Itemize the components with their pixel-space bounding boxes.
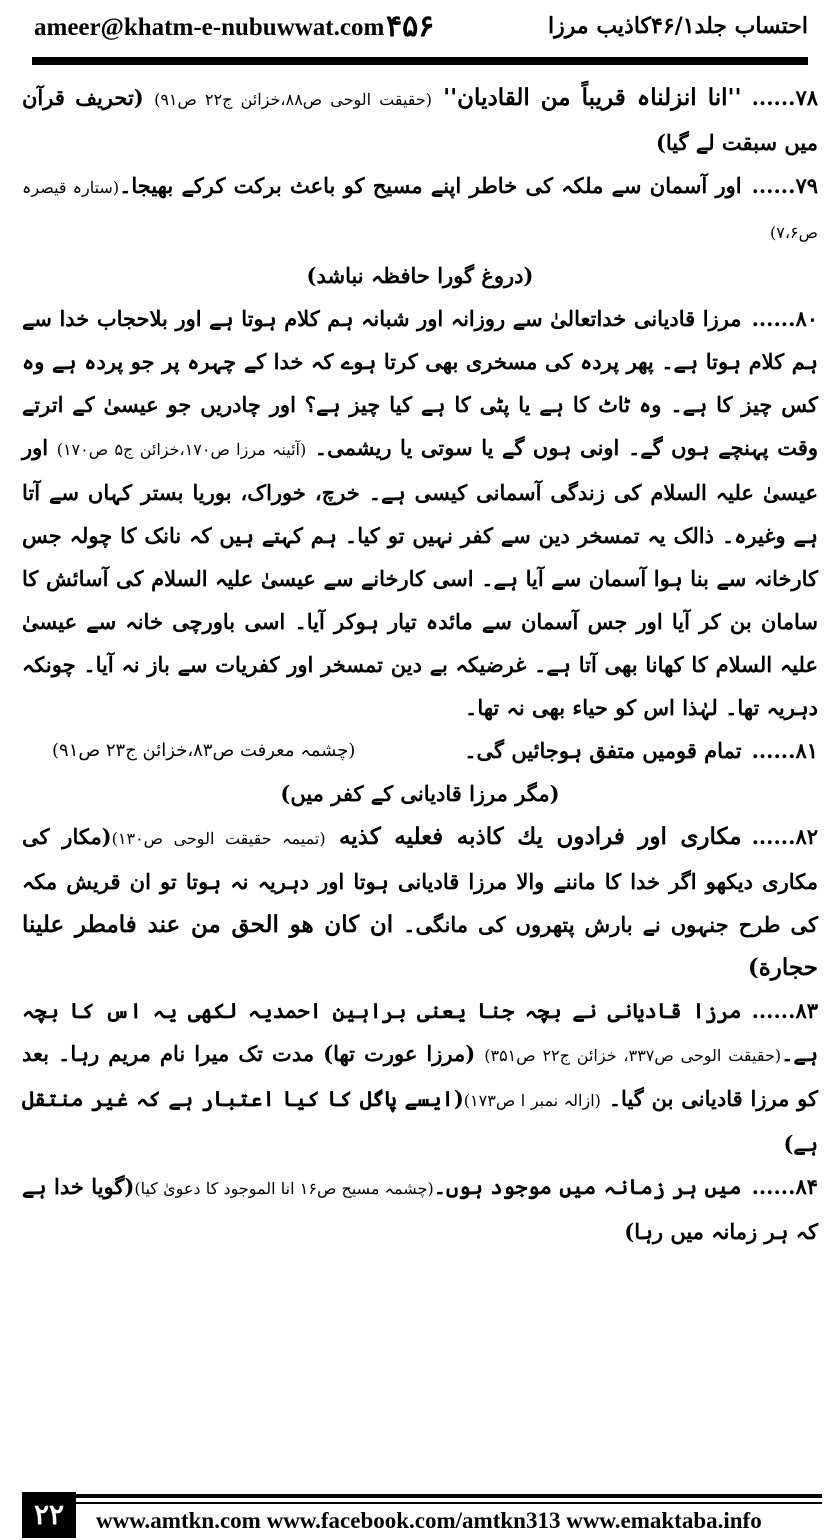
footer-rule-thin — [76, 1502, 822, 1504]
entry-text-continued: (مرزا عورت تھا) مدت تک میرا نام مریم رہا۔ بعد کو مرزا قادیانی بن گیا۔ — [22, 1041, 819, 1111]
header-page-number: ۴۵۶ — [386, 9, 435, 44]
entry-number: ۷۹...... — [751, 173, 818, 198]
entry-78 — [22, 76, 818, 164]
document-body — [22, 76, 818, 1253]
entry-number: ۸۰...... — [751, 306, 818, 331]
reference: (چشمہ معرفت ص۸۳،خزائن ج۲۳ ص۹۱) — [52, 740, 356, 761]
reference-2: (ازالہ نمبر ا ص۱۷۳) — [463, 1091, 601, 1110]
commentary: (دروغ گورا حافظہ نباشد) — [306, 263, 534, 288]
footer-rule — [76, 1494, 822, 1498]
entry-text: مکاری اور فرادوں یك كاذبه فعليه كذيه — [325, 823, 742, 850]
entry-81-note — [22, 772, 818, 815]
header-book-title: احتساب جلد۴۶/۱کاذیب مرزا — [548, 13, 808, 39]
entry-text-continued: (مکار کی مکاری دیکھو اگر خدا کا ماننے والا مرزا قادیانی ہوتا اور دہریہ نہ ہوتا تو ان قریش مکہ کی طرح جنہوں نے بارش پتھروں کی مانگی۔ — [22, 824, 818, 937]
arabic-quote: ان کان هو الحق من عند فامطر علینا حجارة) — [22, 911, 818, 981]
entry-79 — [22, 164, 818, 254]
reference: (تمیمہ حقیقت الوحی ص۱۳۰) — [111, 829, 326, 848]
page-header — [0, 0, 840, 60]
entry-84 — [22, 1165, 818, 1253]
footer-links: www.amtkn.com www.facebook.com/amtkn313 www.emaktaba.info — [96, 1508, 762, 1533]
entry-text: مرزا قادیانی خداتعالیٰ سے روزانہ اور شبانہ ہم کلام ہوتا ہے اور بلاحجاب خدا سے ہم کلام ہوتا ہے۔ پھر پردہ کی مسخری بھی کرتا ہوے کہ خدا کے چہرہ پر جو پردہ ہے وہ کس چیز کا ہے۔ وہ ٹاٹ کا ہے یا پٹی کا ہے کیا چیز ہے؟ اور چادریں جو عیسیٰ کے اترتے وقت پہنچے ہوں گے۔ اونی ہوں گے یا سوتی یا ریشمی۔ — [22, 306, 819, 460]
reference: (ستارہ قیصرہ ص۷،۶) — [22, 178, 818, 242]
entry-text: میں ہر زمانہ میں موجود ہوں۔ — [433, 1174, 742, 1199]
commentary: (ایسے پاگل کا کیا اعتبار ہے کہ غیر منتقل ہے) — [22, 1086, 818, 1156]
entry-number: ۸۲...... — [751, 824, 818, 849]
footer-page-number: ۲۲ — [22, 1492, 76, 1538]
entry-text-continued: اور عیسیٰ علیہ السلام کی زندگی آسمانی کیسی ہے۔ خرچ، خوراک، بوریا بستر کہاں سے آتا ہے وغیرہ۔ ذالک یہ تمسخر دین سے کفر نہیں تو کیا۔ ہم کہتے ہیں کہ نانک کا چولہ جس کارخانہ سے بنا ہوا آسمان سے آیا ہے۔ اسی کارخانے سے عیسیٰ علیہ السلام کی آسائش کا سامان بن کر آیا اور جس آسمان سے مائدہ تیار ہوکر آیا۔ اسی باورچی خانہ سے عیسیٰ علیہ السلام کا کھانا بھی آتا ہے۔ غرضیکہ بے دین تمسخر اور کفریات سے باز نہ آیا۔ چونکہ دہریہ تھا۔ لہٰذا اس کو حیاء بھی نہ تھا۔ — [22, 435, 818, 720]
commentary: (گویا خدا ہے کہ ہر زمانہ میں رہا) — [22, 1174, 818, 1244]
entry-79-note — [22, 254, 818, 297]
arabic-quote: ''انا انزلناہ قریباً من القادیان'' — [432, 84, 742, 111]
entry-number: ۸۱...... — [751, 738, 818, 763]
header-rule — [32, 57, 808, 65]
entry-80 — [22, 297, 818, 729]
entry-number: ۸۳...... — [751, 998, 818, 1023]
entry-text: تمام قومیں متفق ہوجائیں گی۔ — [464, 738, 742, 763]
reference: (آئینہ مرزا ص۱۷۰،خزائن ج۵ ص۱۷۰) — [56, 440, 307, 459]
commentary: (تحریف قرآن میں سبقت لے گیا) — [22, 85, 818, 155]
header-email: ameer@khatm-e-nubuwwat.com — [34, 14, 385, 41]
entry-number: ۷۸...... — [751, 85, 819, 110]
reference: (حقیقت الوحی ص۸۸،خزائن ج۲۲ ص۹۱) — [154, 90, 433, 109]
entry-83 — [22, 989, 818, 1165]
entry-number: ۸۴...... — [751, 1174, 818, 1199]
commentary: (مگر مرزا قادیانی کے کفر میں) — [280, 781, 560, 806]
entry-text: اور آسمان سے ملکہ کی خاطر اپنے مسیح کو باعث برکت کرکے بھیجا۔ — [119, 173, 742, 198]
page-footer — [0, 1486, 840, 1540]
reference: (حقیقت الوحی ص۳۳۷، خزائن ج۲۲ ص۳۵۱) — [484, 1046, 782, 1065]
entry-82 — [22, 815, 818, 989]
reference: (چشمہ مسیح ص۱۶ انا الموجود کا دعویٰ کیا) — [134, 1179, 434, 1198]
entry-text: مرزا قادیانی نے بچہ جنا یعنی براہین احمدیہ لکھی یہ اس کا بچہ ہے۔ — [22, 998, 818, 1066]
entry-81 — [22, 729, 818, 772]
